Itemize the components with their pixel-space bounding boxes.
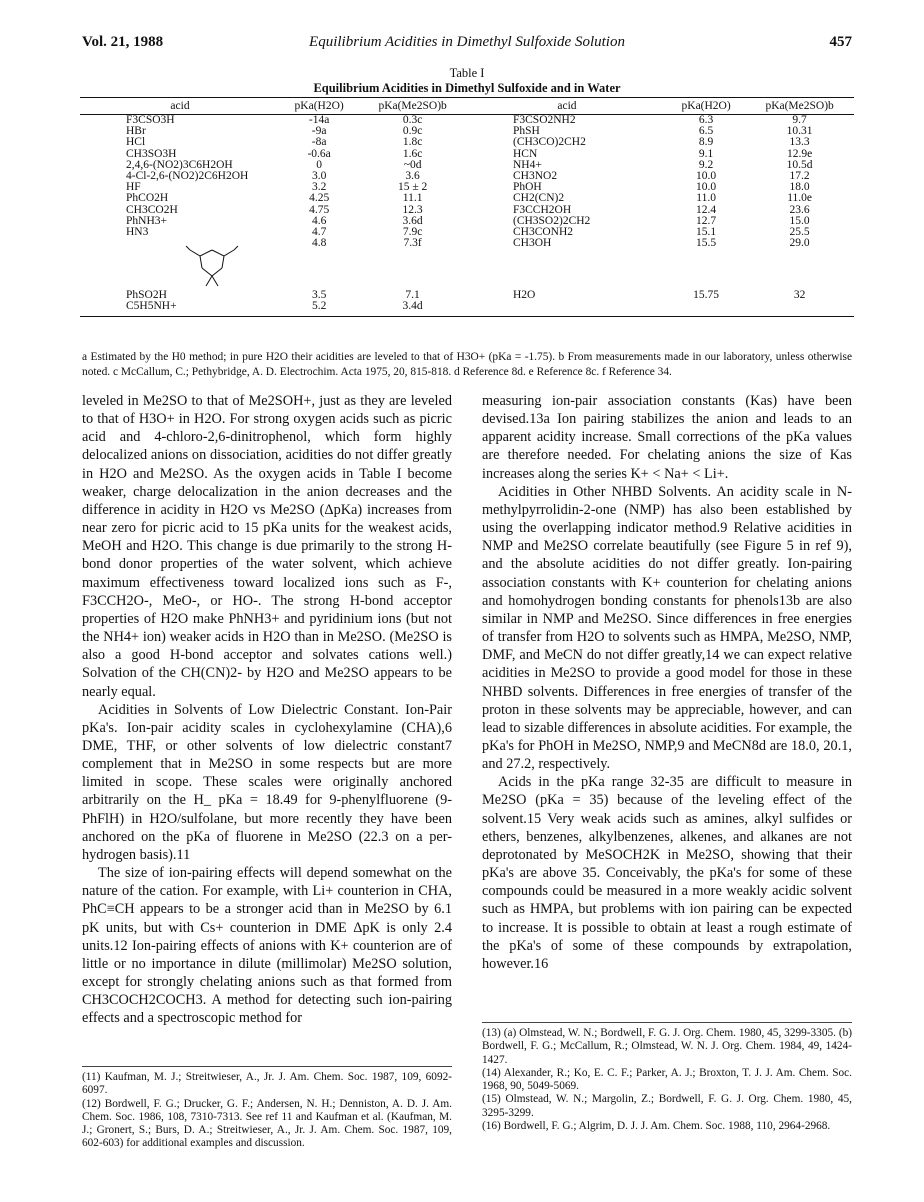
table-row	[80, 171, 854, 182]
table-row	[80, 290, 854, 301]
table-caption	[80, 66, 854, 96]
table-row	[80, 193, 854, 204]
table-cell: 9.1	[698, 147, 714, 160]
table-cell: F3CSO2NH2	[512, 114, 576, 126]
col-header: pKa(Me2SO)b	[745, 98, 854, 115]
left-column	[82, 392, 452, 1027]
table-cell: PhCO2H	[126, 192, 169, 205]
acidity-table	[80, 97, 854, 317]
table-cell: 17.2	[789, 170, 810, 183]
running-title: Equilibrium Acidities in Dimethyl Sulfoxide Solution	[309, 34, 625, 50]
table-row	[80, 238, 854, 290]
table-cell: 15.1	[696, 226, 717, 239]
paragraph: Acidities in Other NHBD Solvents. An acidity scale in N-methylpyrrolidin-2-one (NMP) has also been established by using the overlapping indicator method.9 Relative acidities in NMP and Me2SO correlate beautifully (see Figure 5 in ref 9), and the absolute acidities do not differ greatly. Ion-pairing association constants with K+ counterion for chelating anions and homohydrogen bonding constants for phenols13b are also similar in NMP and Me2SO. Since differences in free energies of transfer from H2O to solvents such as HMPA, Me2SO, NMP, DMF, and MeCN do not differ greatly,14 we can expect relative acidities in Me2SO to provide a good model for those in these NHBD solvents. Differences in free energies of transfer of the proton in these solvents may be appreciable, however, and can lead to sizable differences in absolute acidities. For example, the pKa's for PhOH in Me2SO, NMP,9 and MeCN8d are 18.0, 20.1, and 27.2, respectively.	[482, 483, 852, 773]
table-cell: 10.0	[696, 170, 717, 183]
paragraph: leveled in Me2SO to that of Me2SOH+, just as they are leveled to that of H3O+ in H2O. For strong oxygen acids such as picric acid and 4-chloro-2,6-dinitrophenol, which form highly delocalized anions on dissociation, acidities do not differ greatly in H2O and Me2SO. As the oxygen acids in Table I become weaker, charge delocalization in the anion decreases and the difference in acidity in H2O vs Me2SO (ΔpKa) increases from near zero for picric acid to 15 pKa units for the weakest acids, MeOH and H2O. This change is due primarily to the strong H-bond donor properties of the water solvent, which achieve maximum effectiveness toward localized ions such as F-, F3CCH2O-, MeO-, or HO-. The strong H-bond acceptor properties of H2O make PhNH3+ and pyridinium ions (but not the NH4+ ion) weaker acids in H2O than in Me2SO. (Me2SO is also a good H-bond acceptor and solvates cations well.) Solvation of the CH(CN)2- by H2O and Me2SO appears to be nearly equal.	[82, 393, 452, 700]
table-row	[80, 115, 854, 127]
table-cell: PhOH	[512, 181, 542, 194]
reference: (15) Olmstead, W. N.; Margolin, Z.; Bordwell, F. G. J. Org. Chem. 1980, 45, 3295-3299.	[482, 1093, 852, 1119]
table-cell: 0.3c	[402, 114, 423, 126]
table-row	[80, 301, 854, 316]
paragraph: Acids in the pKa range 32-35 are difficult to measure in Me2SO (pKa = 35) because of the leveling effect of the solvent.15 Very weak acids such as amines, alkyl sulfides or ethers, benzenes, alkylbenzenes, alkenes, and alkanes are not deprotonated by MeSOCH2K in Me2SO, showing that their pKa's are above 35. Conceivably, the pKa's for some of these compounds could be measured in a more weakly acidic solvent such as HMPA, but problems with ion pairing can be expected to increase. It is possible to obtain at least a rough estimate of the pKa's of some of these compounds by extrapolation, however.16	[482, 774, 852, 972]
reference: (14) Alexander, R.; Ko, E. C. F.; Parker, A. J.; Broxton, T. J. J. Am. Chem. Soc. 1968, 90, 5049-5069.	[482, 1066, 852, 1093]
table-cell: HCl	[126, 136, 146, 149]
acidity-table-container	[80, 97, 854, 317]
table-cell: CH3CONH2	[512, 226, 574, 239]
table-cell: 29.0	[789, 237, 810, 250]
table-cell: 11.0e	[787, 192, 813, 205]
table-cell: 2,4,6-(NO2)3C6H2OH	[126, 158, 233, 171]
table-cell: 12.3	[402, 203, 423, 216]
table-cell: 3.6d	[402, 214, 423, 227]
table-cell: (CH3CO)2CH2	[512, 136, 586, 149]
table-cell: 12.4	[696, 203, 717, 216]
table-cell: CH3NO2	[512, 170, 558, 183]
table-cell: 4.7	[311, 226, 327, 239]
table-cell: 3.0	[311, 170, 327, 183]
table-cell: 0.9c	[402, 125, 423, 138]
table-cell: PhSO2H	[126, 289, 167, 302]
paragraph: measuring ion-pair association constants (Kas) have been devised.13a Ion pairing stabilizes the anion and leads to an apparent acidity increase. Small corrections of the pKa values are therefore needed. For chelating anions the size of Kas increases along the series K+ < Na+ < Li+.	[482, 393, 852, 482]
table-cell: 3.2	[311, 181, 327, 194]
table-cell: 1.6c	[402, 147, 423, 160]
reference: (16) Bordwell, F. G.; Algrim, D. J. J. Am. Chem. Soc. 1988, 110, 2964-2968.	[482, 1120, 831, 1133]
paragraph: The size of ion-pairing effects will depend somewhat on the nature of the cation. For example, with Li+ counterion in CHA, PhC≡CH appears to be a stronger acid than in Me2SO by 6.1 pK units, but with Cs+ counterion in DME ΔpK is only 2.4 units.12 Ion-pairing effects of anions with K+ counterion are of little or no importance in dilute (millimolar) Me2SO solution, except for strongly chelating anions such as that formed from CH3COCH2COCH3. A method for detecting such ion-pairing effects and a spectroscopic method for	[82, 865, 452, 1027]
table-cell: 9.2	[698, 158, 714, 171]
table-cell: 9.7	[792, 114, 807, 126]
right-column	[482, 392, 852, 973]
reference: (13) (a) Olmstead, W. N.; Bordwell, F. G. J. Org. Chem. 1980, 45, 3299-3305. (b) Bordwell, F. G.; McCallum, R.; Olmstead, W. N. J. Org. Chem. 1984, 49, 1424-1427.	[482, 1027, 852, 1066]
table-cell: CH3SO3H	[126, 147, 177, 160]
table-cell: 25.5	[789, 226, 810, 239]
table-cell: 10.0	[696, 181, 717, 194]
table-cell: F3CCH2OH	[512, 203, 572, 216]
table-cell: 12.9e	[787, 147, 813, 160]
table-cell: -9a	[311, 125, 327, 138]
table-cell: HBr	[126, 125, 146, 138]
col-header: pKa(Me2SO)b	[358, 98, 467, 115]
col-header: acid	[467, 98, 667, 115]
references-right	[482, 1022, 852, 1133]
table-row	[80, 227, 854, 238]
table-cell: 4.75	[309, 203, 330, 216]
table-cell: 3.6	[405, 170, 420, 183]
table-cell: 12.7	[696, 214, 717, 227]
table-cell: 15.75	[693, 289, 720, 302]
table-cell: -8a	[311, 136, 327, 149]
table-cell: CH2(CN)2	[512, 192, 565, 205]
reference: (12) Bordwell, F. G.; Drucker, G. F.; Andersen, N. H.; Denniston, A. D. J. Am. Chem. Soc. 1986, 108, 7310-7313. See ref 11 and Kaufman et al. (Kaufman, M. J.; Gronert, S.; Burs, D. A.; Streitwieser, A., Jr. J. Am. Chem. Soc. 1987, 109, 602-603) for additional examples and discussion.	[82, 1097, 452, 1150]
table-cell: HF	[126, 181, 141, 194]
table-cell: 1.8c	[402, 136, 423, 149]
table-cell: PhSH	[512, 125, 540, 138]
table-cell	[467, 301, 667, 316]
table-cell: 18.0	[789, 181, 810, 194]
table-cell: 15 ± 2	[397, 181, 428, 194]
volume-label: Vol. 21, 1988	[82, 34, 164, 50]
table-row	[80, 137, 854, 148]
table-cell: F3CSO3H	[126, 114, 175, 126]
table-cell	[80, 238, 280, 290]
table-cell: 10.5d	[786, 158, 813, 171]
paragraph: Acidities in Solvents of Low Dielectric Constant. Ion-Pair pKa's. Ion-pair acidity scales in cyclohexylamine (CHA),6 DME, THF, or other solvents of low dielectric constant7 complement that in Me2SO in some respects but are more limited in scope. These scales were originally anchored arbitrarily on the H_ pKa = 18.49 for 9-phenylfluorene (9-PhFlH) in H2O/sulfolane, but more recently they have been anchored on the pKa of fluorene in Me2SO (22.3 on a per-hydrogen basis).11	[82, 701, 452, 863]
table-cell	[745, 301, 854, 316]
table-cell: 11.0	[696, 192, 716, 205]
col-header: pKa(H2O)	[667, 98, 745, 115]
meldrums-acid-structure-icon	[178, 238, 246, 288]
table-cell: 6.3	[698, 114, 714, 126]
table-cell: NH4+	[512, 158, 542, 171]
references-left	[82, 1066, 452, 1151]
table-row	[80, 216, 854, 227]
col-header: acid	[80, 98, 280, 115]
page-header	[82, 34, 852, 54]
page-number: 457	[829, 34, 852, 50]
table-cell: 10.31	[786, 125, 813, 138]
table-cell: PhNH3+	[126, 214, 167, 227]
table-cell: 3.5	[311, 289, 327, 302]
table-row	[80, 182, 854, 193]
table-cell: 11.1	[402, 192, 423, 205]
table-cell: 7.3f	[403, 237, 422, 250]
table-cell: 15.0	[789, 214, 810, 227]
table-cell: ~0d	[403, 158, 422, 171]
table-cell: -0.6a	[307, 147, 331, 160]
col-header: pKa(H2O)	[280, 98, 358, 115]
table-cell: CH3CO2H	[126, 203, 178, 216]
table-cell: HN3	[126, 226, 149, 239]
table-title: Equilibrium Acidities in Dimethyl Sulfoxide and in Water	[313, 81, 621, 95]
table-cell: 13.3	[789, 136, 810, 149]
table-cell: 4.8	[311, 237, 327, 250]
table-cell: 5.2	[280, 301, 358, 316]
table-cell: 0	[316, 158, 322, 171]
table-cell: 32	[793, 289, 806, 302]
table-row	[80, 205, 854, 216]
table-cell: 7.9c	[402, 226, 423, 239]
table-cell: 4-Cl-2,6-(NO2)2C6H2OH	[126, 170, 249, 183]
table-body	[80, 115, 854, 317]
table-cell: C5H5NH+	[80, 301, 280, 316]
table-cell: 15.5	[696, 237, 717, 250]
table-cell: H2O	[512, 289, 536, 302]
table-cell: 4.6	[311, 214, 327, 227]
table-header-row	[80, 98, 854, 115]
table-cell: 4.25	[309, 192, 330, 205]
table-cell: HCN	[512, 147, 538, 160]
table-cell	[667, 301, 745, 316]
table-cell: (CH3SO2)2CH2	[512, 214, 591, 227]
table-cell: 7.1	[405, 289, 420, 302]
table-cell: CH3OH	[512, 237, 552, 250]
table-cell: -14a	[308, 114, 330, 126]
table-cell: 6.5	[698, 125, 714, 138]
reference: (11) Kaufman, M. J.; Streitwieser, A., Jr. J. Am. Chem. Soc. 1987, 109, 6092-6097.	[82, 1071, 452, 1097]
table-footnote: a Estimated by the H0 method; in pure H2O their acidities are leveled to that of H3O+ (pKa = -1.75). b From measurements made in our laboratory, unless otherwise noted. c McCallum, C.; Pethybridge, A. D. Electrochim. Acta 1975, 20, 815-818. d Reference 8d. e Reference 8c. f Reference 34.	[82, 351, 852, 378]
table-cell: 23.6	[789, 203, 810, 216]
table-cell: 3.4d	[358, 301, 467, 316]
table-row	[80, 126, 854, 137]
table-cell: 8.9	[698, 136, 714, 149]
table-label: Table I	[449, 66, 485, 80]
